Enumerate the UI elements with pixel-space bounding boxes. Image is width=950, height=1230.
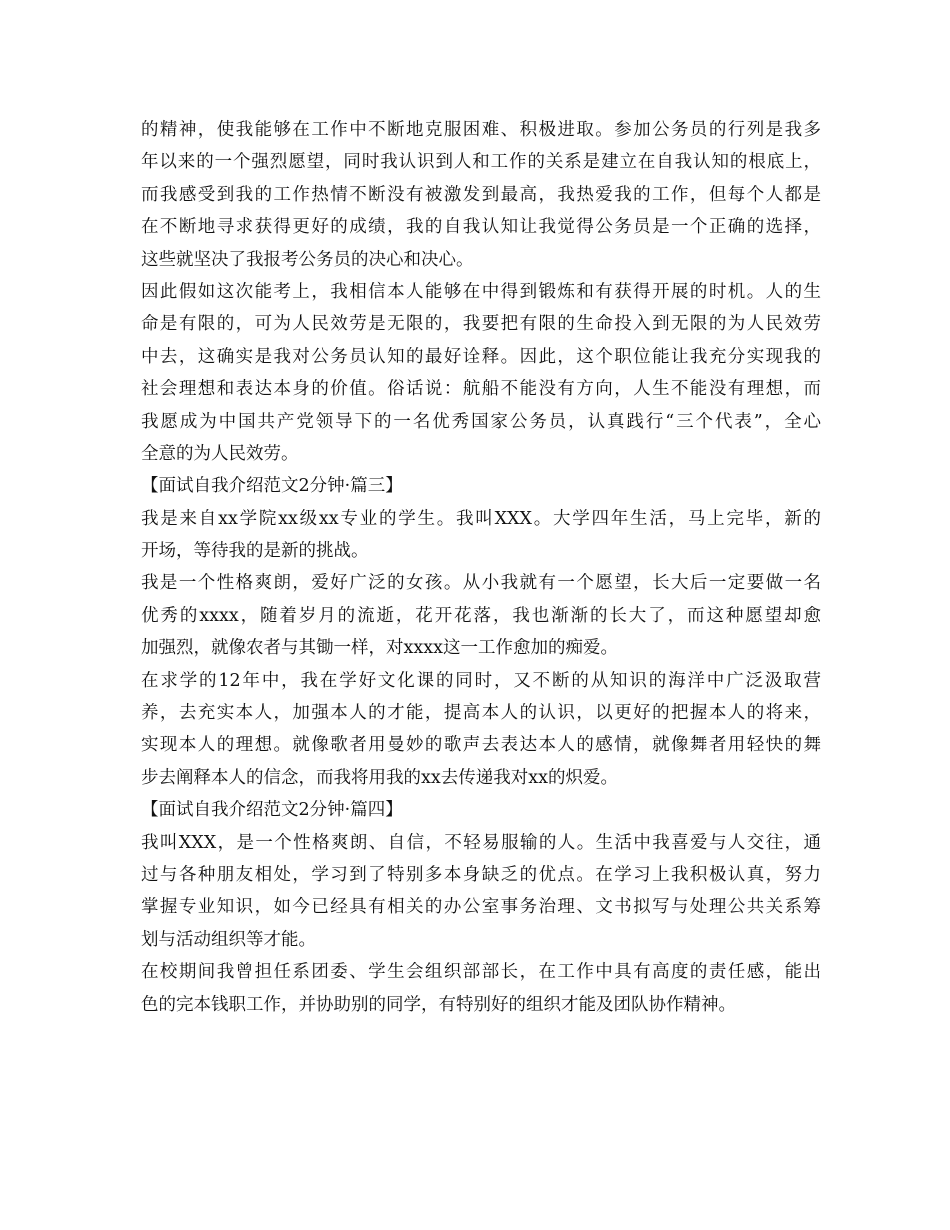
text-line: 在校期间我曾担任系团委、学生会组织部部长，在工作中具有高度的责任感，能出 (141, 962, 821, 983)
text-line: 的精神，使我能够在工作中不断地克服困难、积极进取。参加公务员的行列是我多 (141, 120, 821, 140)
text-line: 养，去充实本人，加强本人的才能，提高本人的认识，以更好的把握本人的将来， (141, 703, 821, 724)
section-heading: 【面试自我介绍范文2分钟·篇三】 (141, 476, 403, 497)
text-line: 这些就坚决了我报考公务员的决心和决心。 (141, 249, 474, 270)
section-heading: 【面试自我介绍范文2分钟·篇四】 (141, 800, 403, 821)
text-line: 实现本人的理想。就像歌者用曼妙的歌声去表达本人的感情，就像舞者用轻快的舞 (141, 735, 821, 756)
text-line: 步去阐释本人的信念，而我将用我的xx去传递我对xx的炽爱。 (141, 767, 618, 788)
text-line: 全意的为人民效劳。 (141, 443, 299, 464)
text-line: 划与活动组织等才能。 (141, 929, 316, 950)
text-line: 命是有限的，可为人民效劳是无限的，我要把有限的生命投入到无限的为人民效劳 (141, 314, 821, 335)
text-line: 中去，这确实是我对公务员认知的最好诠释。因此，这个职位能让我充分实现我的 (141, 346, 821, 367)
text-line: 开场，等待我的是新的挑战。 (141, 541, 369, 562)
text-line: 掌握专业知识，如今已经具有相关的办公室事务治理、文书拟写与处理公共关系筹 (141, 897, 821, 918)
text-line: 在不断地寻求获得更好的成绩，我的自我认知让我觉得公务员是一个正确的选择， (141, 217, 821, 238)
text-line: 社会理想和表达本身的价值。俗话说：航船不能没有方向，人生不能没有理想，而 (141, 379, 821, 400)
text-line: 在求学的12年中，我在学好文化课的同时，又不断的从知识的海洋中广泛汲取营 (141, 670, 821, 691)
text-line: 因此假如这次能考上，我相信本人能够在中得到锻炼和有获得开展的时机。人的生 (141, 281, 821, 302)
text-line: 我叫XXX，是一个性格爽朗、自信，不轻易服输的人。生活中我喜爱与人交往，通 (141, 832, 821, 853)
text-line: 加强烈，就像农者与其锄一样，对xxxx这一工作愈加的痴爱。 (141, 638, 618, 659)
text-line: 我愿成为中国共产党领导下的一名优秀国家公务员，认真践行“三个代表”，全心 (141, 411, 821, 432)
document-body (141, 114, 821, 1021)
text-line: 我是来自xx学院xx级xx专业的学生。我叫XXX。大学四年生活，马上完毕，新的 (141, 508, 821, 529)
text-line: 年以来的一个强烈愿望，同时我认识到人和工作的关系是建立在自我认知的根底上， (141, 152, 821, 173)
text-line: 我是一个性格爽朗，爱好广泛的女孩。从小我就有一个愿望，长大后一定要做一名 (141, 573, 821, 594)
text-line: 而我感受到我的工作热情不断没有被激发到最高，我热爱我的工作，但每个人都是 (141, 184, 821, 205)
text-line: 过与各种朋友相处，学习到了特别多本身缺乏的优点。在学习上我积极认真，努力 (141, 864, 821, 885)
text-line: 优秀的xxxx，随着岁月的流逝，花开花落，我也渐渐的长大了，而这种愿望却愈 (141, 605, 821, 626)
text-line: 色的完本钱职工作，并协助别的同学，有特别好的组织才能及团队协作精神。 (141, 994, 736, 1015)
